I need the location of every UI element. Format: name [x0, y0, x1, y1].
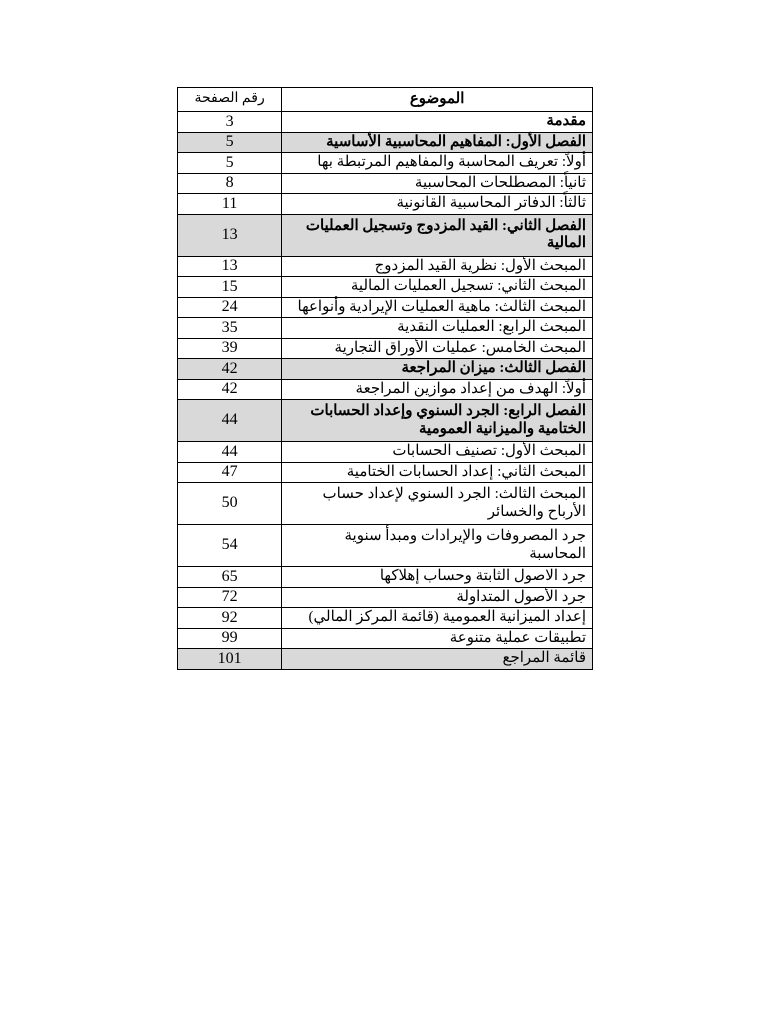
- page-number: 44: [178, 400, 282, 442]
- topic-title: المبحث الرابع: العمليات النقدية: [282, 318, 593, 339]
- topic-header: الموضوع: [282, 88, 593, 112]
- table-row: [178, 483, 593, 525]
- table-row: [178, 173, 593, 194]
- page-number: 15: [178, 277, 282, 298]
- topic-title: المبحث الثالث: الجرد السنوي لإعداد حساب الأرباح والخسائر: [282, 483, 593, 525]
- page-number: 13: [178, 256, 282, 277]
- table-row: [178, 462, 593, 483]
- topic-title: أولاً: الهدف من إعداد موازين المراجعة: [282, 379, 593, 400]
- table-row: [178, 608, 593, 629]
- page-number: 47: [178, 462, 282, 483]
- table-row: [178, 587, 593, 608]
- topic-title: جرد الاصول الثابتة وحساب إهلاكها: [282, 567, 593, 588]
- table-row: [178, 379, 593, 400]
- page-number: 44: [178, 442, 282, 463]
- topic-title: المبحث الثاني: تسجيل العمليات المالية: [282, 277, 593, 298]
- chapter-row: [178, 359, 593, 380]
- page-number: 5: [178, 132, 282, 153]
- chapter-title: الفصل الأول: المفاهيم المحاسبية الأساسية: [282, 132, 593, 153]
- topic-title: إعداد الميزانية العمومية (قائمة المركز المالي): [282, 608, 593, 629]
- page-number: 99: [178, 628, 282, 649]
- topic-title: المبحث الخامس: عمليات الأوراق التجارية: [282, 338, 593, 359]
- topic-title: تطبيقات عملية متنوعة: [282, 628, 593, 649]
- topic-title: المبحث الأول: تصنيف الحسابات: [282, 442, 593, 463]
- table-row: [178, 194, 593, 215]
- page-number: 13: [178, 214, 282, 256]
- page-number: 5: [178, 153, 282, 174]
- table-row: [178, 525, 593, 567]
- table-of-contents: [177, 87, 593, 670]
- table-row: [178, 442, 593, 463]
- chapter-row: [178, 132, 593, 153]
- table-row: [178, 567, 593, 588]
- chapter-title: الفصل الثاني: القيد المزدوج وتسجيل العمليات المالية: [282, 214, 593, 256]
- table-row: [178, 318, 593, 339]
- topic-title: المبحث الثالث: ماهية العمليات الإيرادية وأنواعها: [282, 297, 593, 318]
- chapter-row: [178, 214, 593, 256]
- references-row: [178, 649, 593, 670]
- chapter-title: الفصل الثالث: ميزان المراجعة: [282, 359, 593, 380]
- page-number: 42: [178, 379, 282, 400]
- page-number: 3: [178, 112, 282, 133]
- chapter-title: الفصل الرابع: الجرد السنوي وإعداد الحسابات الختامية والميزانية العمومية: [282, 400, 593, 442]
- topic-title: قائمة المراجع: [282, 649, 593, 670]
- page-number: 39: [178, 338, 282, 359]
- topic-title: المبحث الأول: نظرية القيد المزدوج: [282, 256, 593, 277]
- chapter-row: [178, 400, 593, 442]
- page-number: 35: [178, 318, 282, 339]
- page-number: 24: [178, 297, 282, 318]
- topic-title: جرد الأصول المتداولة: [282, 587, 593, 608]
- table-row: [178, 628, 593, 649]
- table-header-row: [178, 88, 593, 112]
- page-number: 54: [178, 525, 282, 567]
- page-number: 50: [178, 483, 282, 525]
- table-row: [178, 112, 593, 133]
- page-number: 92: [178, 608, 282, 629]
- topic-title: مقدمة: [282, 112, 593, 133]
- table-row: [178, 153, 593, 174]
- page-number-header: رقم الصفحة: [178, 88, 282, 112]
- page-number: 72: [178, 587, 282, 608]
- page-number: 8: [178, 173, 282, 194]
- page-number: 65: [178, 567, 282, 588]
- table-row: [178, 338, 593, 359]
- page-number: 101: [178, 649, 282, 670]
- topic-title: جرد المصروفات والإيرادات ومبدأ سنوية المحاسبة: [282, 525, 593, 567]
- topic-title: المبحث الثاني: إعداد الحسابات الختامية: [282, 462, 593, 483]
- topic-title: ثانياً: المصطلحات المحاسبية: [282, 173, 593, 194]
- table-row: [178, 256, 593, 277]
- topic-title: ثالثاً: الدفاتر المحاسبية القانونية: [282, 194, 593, 215]
- table-row: [178, 297, 593, 318]
- table-row: [178, 277, 593, 298]
- topic-title: أولاً: تعريف المحاسبة والمفاهيم المرتبطة بها: [282, 153, 593, 174]
- page-number: 42: [178, 359, 282, 380]
- page-number: 11: [178, 194, 282, 215]
